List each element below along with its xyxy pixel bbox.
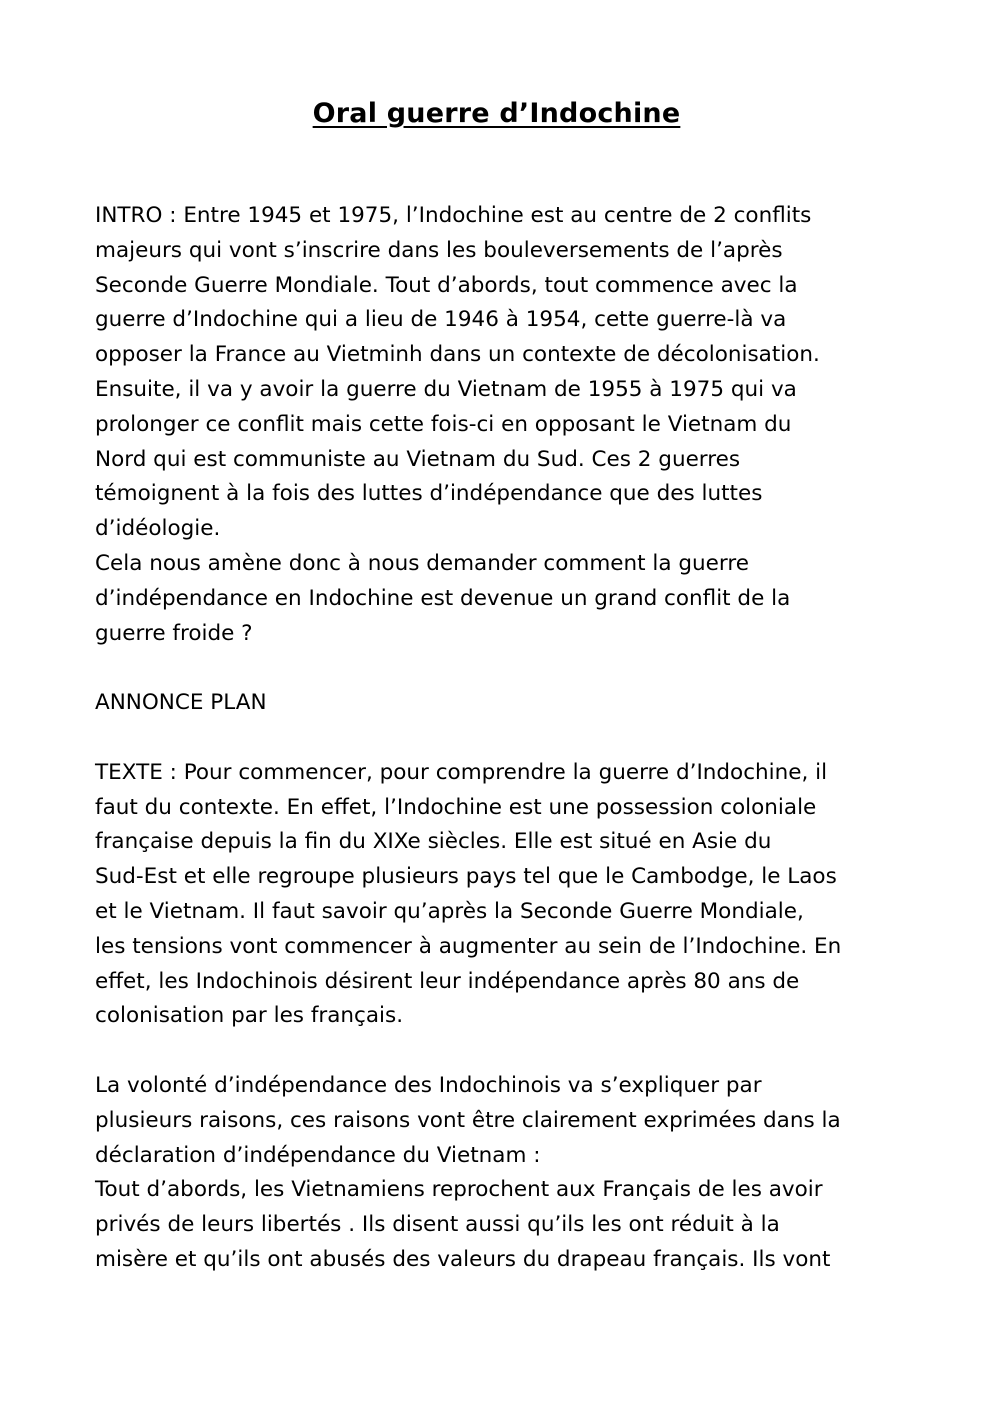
intro-line: d’idéologie. <box>95 516 221 542</box>
paragraph-gap <box>95 1034 905 1069</box>
volonte-line: La volonté d’indépendance des Indochinois va s’expliquer par <box>95 1072 762 1098</box>
paragraph-gap <box>95 651 905 686</box>
intro-line: majeurs qui vont s’inscrire dans les bouleversements de l’après <box>95 237 783 263</box>
intro-line: Cela nous amène donc à nous demander comment la guerre <box>95 550 749 576</box>
intro-line: d’indépendance en Indochine est devenue un grand conflit de la <box>95 585 791 611</box>
texte-line: et le Vietnam. Il faut savoir qu’après la Seconde Guerre Mondiale, <box>95 898 804 924</box>
texte-line: faut du contexte. En effet, l’Indochine est une possession coloniale <box>95 794 817 820</box>
intro-line: Seconde Guerre Mondiale. Tout d’abords, tout commence avec la <box>95 272 798 298</box>
volonte-line: privés de leurs libertés . Ils disent aussi qu’ils les ont réduit à la <box>95 1212 780 1238</box>
intro-line: guerre d’Indochine qui a lieu de 1946 à 1954, cette guerre-là va <box>95 307 787 333</box>
texte-line: Sud-Est et elle regroupe plusieurs pays tel que le Cambodge, le Laos <box>95 864 837 890</box>
intro-line: opposer la France au Vietminh dans un contexte de décolonisation. <box>95 342 820 368</box>
intro-line: prolonger ce conflit mais cette fois-ci en opposant le Vietnam du <box>95 411 792 437</box>
document-body <box>95 199 905 1278</box>
texte-line: colonisation par les français. <box>95 1003 404 1029</box>
texte-line: française depuis la fin du XIXe siècles. Elle est situé en Asie du <box>95 829 772 855</box>
paragraph-gap <box>95 721 905 756</box>
volonte-line: déclaration d’indépendance du Vietnam : <box>95 1142 541 1168</box>
texte-line: effet, les Indochinois désirent leur indépendance après 80 ans de <box>95 968 800 994</box>
intro-line: Ensuite, il va y avoir la guerre du Vietnam de 1955 à 1975 qui va <box>95 376 797 402</box>
intro-line: témoignent à la fois des luttes d’indépendance que des luttes <box>95 481 763 507</box>
texte-line: TEXTE : Pour commencer, pour comprendre la guerre d’Indochine, il <box>95 759 828 785</box>
intro-line: guerre froide ? <box>95 620 253 646</box>
texte-line: les tensions vont commencer à augmenter au sein de l’Indochine. En <box>95 933 842 959</box>
page-title: Oral guerre d’Indochine <box>312 98 681 129</box>
intro-line: Nord qui est communiste au Vietnam du Sud. Ces 2 guerres <box>95 446 741 472</box>
plan-line: ANNONCE PLAN <box>95 690 267 716</box>
volonte-line: misère et qu’ils ont abusés des valeurs du drapeau français. Ils vont <box>95 1246 831 1272</box>
intro-line: INTRO : Entre 1945 et 1975, l’Indochine est au centre de 2 conflits <box>95 203 812 228</box>
volonte-line: plusieurs raisons, ces raisons vont être clairement exprimées dans la <box>95 1107 841 1133</box>
volonte-line: Tout d’abords, les Vietnamiens reprochent aux Français de les avoir <box>95 1177 823 1203</box>
